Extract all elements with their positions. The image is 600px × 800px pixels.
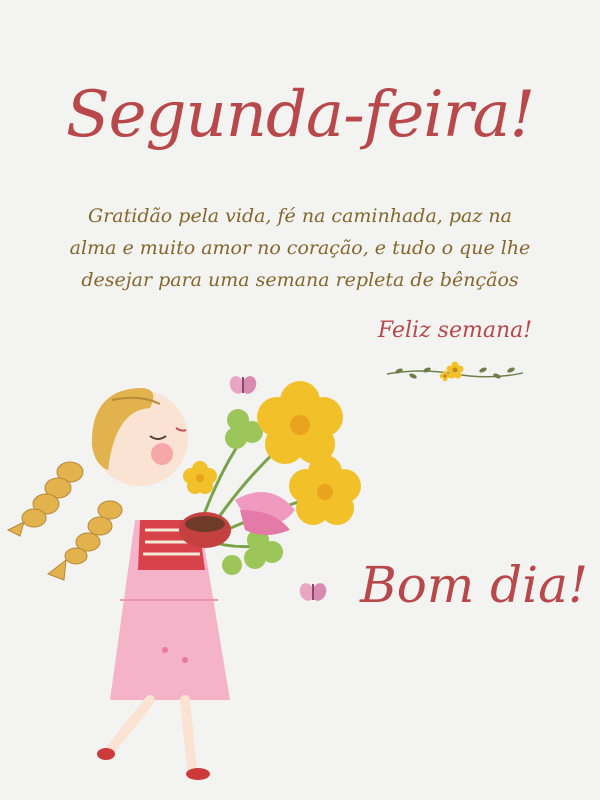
flower-icon — [183, 461, 217, 494]
feliz-semana-text: Feliz semana! — [377, 318, 533, 343]
flower-icon — [257, 381, 343, 464]
flower-icon — [289, 455, 361, 525]
hair-braid — [8, 462, 122, 580]
girl-with-flowers-illustration — [0, 360, 380, 800]
girl-head — [92, 388, 188, 486]
flower-pot — [179, 512, 231, 548]
bom-dia-text: Bom dia! — [360, 556, 589, 614]
butterfly-icon — [297, 581, 328, 603]
girl-legs — [97, 700, 210, 780]
card-title: Segunda-feira! — [65, 78, 535, 152]
message-line-2: alma e muito amor no coração, e tudo o que lhe — [69, 237, 531, 259]
message-line-1: Gratidão pela vida, fé na caminhada, paz na — [88, 205, 512, 227]
tulip-icon — [235, 492, 295, 535]
greeting-message — [50, 200, 550, 296]
message-line-3: desejar para uma semana repleta de bênçãos — [81, 269, 519, 291]
butterfly-icon — [227, 374, 258, 396]
vine-ornament-icon — [385, 360, 525, 384]
